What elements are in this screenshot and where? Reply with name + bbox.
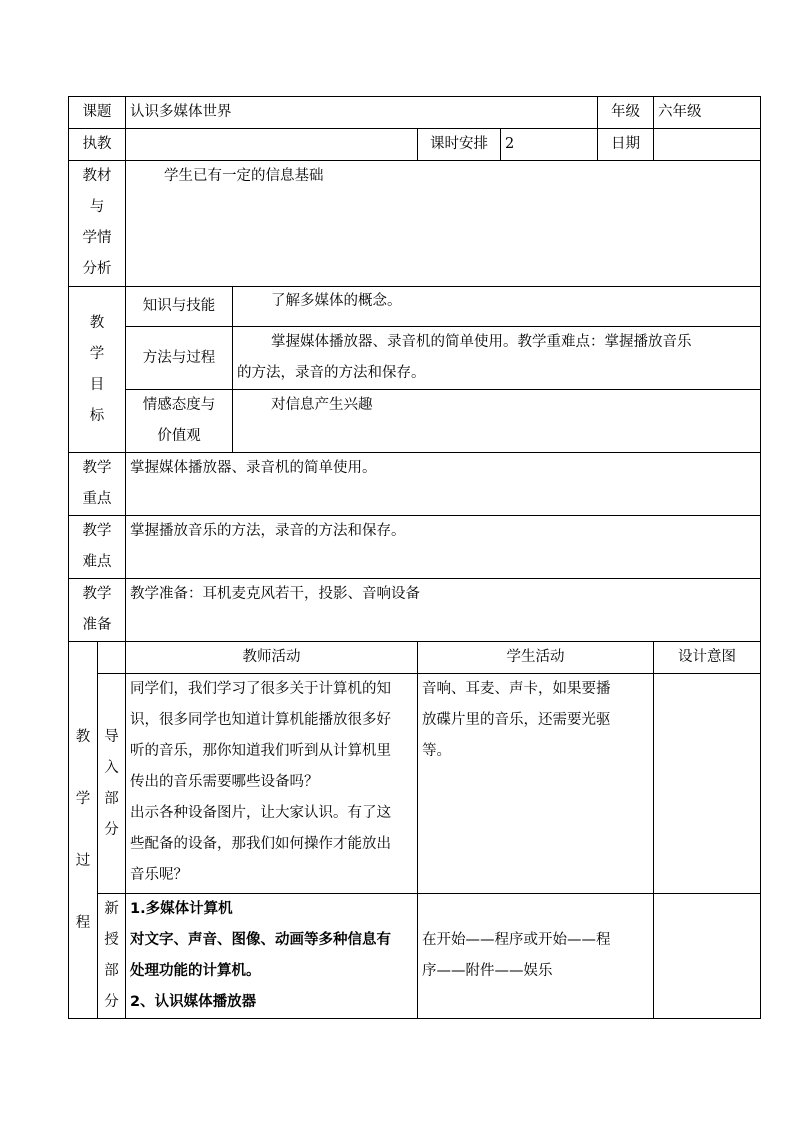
new-teacher-line: 处理功能的计算机。 [130,963,261,979]
hours-value: 2 [501,129,598,161]
teacher-row [69,129,761,161]
analysis-text: 学生已有一定的信息基础 [126,161,761,287]
intro-label-line: 分 [104,821,119,838]
preparation-label [69,579,126,642]
goal-knowledge-row [69,287,761,327]
analysis-row [69,161,761,287]
process-label-line: 教 [75,729,91,745]
key-points-label-line: 教学 [82,460,112,476]
process-label [69,642,98,1019]
goal-attitude-name-line: 价值观 [157,428,201,444]
new-teacher-line: 对文字、声音、图像、动画等多种信息有 [130,932,391,948]
new-student-line: 在开始——程序或开始——程 [422,932,611,948]
goal-knowledge-text: 了解多媒体的概念。 [233,287,761,327]
difficulties-row [69,516,761,579]
difficulties-text: 掌握播放音乐的方法，录音的方法和保存。 [126,516,761,579]
intro-teacher-line: 识，很多同学也知道计算机能播放很多好 [130,712,391,728]
goals-label-line: 学 [89,345,105,362]
key-points-label [69,453,126,516]
new-label-line: 新 [104,901,119,917]
date-value [654,129,761,161]
intro-teacher-line: 听的音乐，那你知道我们听到从计算机里 [130,743,391,759]
intro-teacher-line: 音乐呢？ [130,867,188,883]
intro-label-line: 入 [104,759,119,776]
intro-teacher-line: 出示各种设备图片，让大家认识。有了这 [130,805,391,821]
new-teacher-activity [126,894,418,1019]
key-points-label-line: 重点 [82,491,112,507]
goal-method-row [69,327,761,390]
new-teacher-line: 1.多媒体计算机 [130,901,233,917]
preparation-row [69,579,761,642]
teacher-label: 执教 [69,129,126,161]
goal-attitude-name [126,390,233,453]
process-header-row [69,642,761,674]
topic-value: 认识多媒体世界 [126,97,598,129]
goal-method-line: 掌握媒体播放器、录音机的简单使用。教学重难点：掌握播放音乐 [271,334,692,350]
goal-method-name: 方法与过程 [126,327,233,390]
goal-method-line: 的方法，录音的方法和保存。 [237,365,426,381]
new-student-activity [418,894,654,1019]
intro-design-intent [654,674,761,894]
difficulties-label-line: 教学 [82,523,112,539]
new-section-label [98,894,126,1019]
intro-teacher-activity [126,674,418,894]
goals-label [69,287,126,453]
new-design-intent [654,894,761,1019]
difficulties-label-line: 难点 [82,554,112,570]
new-student-line [422,894,649,925]
preparation-text: 教学准备：耳机麦克风若干，投影、音响设备 [126,579,761,642]
intro-label-line: 部 [104,790,119,807]
goal-method-text [233,327,761,390]
grade-value: 六年级 [654,97,761,129]
analysis-label-line: 分析 [82,261,112,277]
new-label-line: 分 [104,994,119,1010]
new-label-line: 授 [104,932,119,948]
date-label: 日期 [598,129,654,161]
intro-teacher-line: 同学们，我们学习了很多关于计算机的知 [130,681,391,697]
new-label-line: 部 [104,963,119,979]
goal-knowledge-name: 知识与技能 [126,287,233,327]
new-student-line: 序——附件——娱乐 [422,963,553,979]
teacher-activity-header: 教师活动 [126,642,418,674]
difficulties-label [69,516,126,579]
grade-label: 年级 [598,97,654,129]
intro-student-line: 放碟片里的音乐，还需要光驱 [422,712,611,728]
goals-label-line: 教 [89,314,105,331]
teacher-value [126,129,418,161]
hours-label: 课时安排 [418,129,501,161]
analysis-label-line: 教材 [82,168,112,184]
student-activity-header: 学生活动 [418,642,654,674]
preparation-label-line: 准备 [82,617,112,633]
intro-label-line: 导 [104,728,119,745]
process-label-line: 学 [75,791,91,807]
topic-label: 课题 [69,97,126,129]
intro-student-line: 音响、耳麦、声卡，如果要播 [422,681,611,697]
process-intro-row [69,674,761,894]
new-teacher-line: 2、认识媒体播放器 [130,994,257,1010]
design-intent-header: 设计意图 [654,642,761,674]
goals-label-line: 目 [89,376,105,393]
process-label-line: 过 [75,853,91,869]
key-points-text: 掌握媒体播放器、录音机的简单使用。 [126,453,761,516]
key-points-row [69,453,761,516]
intro-teacher-line: 传出的音乐需要哪些设备吗？ [130,774,319,790]
lesson-plan-table [68,96,761,1019]
analysis-label-line: 学情 [82,230,112,246]
goals-label-line: 标 [89,407,105,424]
analysis-label [69,161,126,287]
goal-attitude-row [69,390,761,453]
goal-attitude-name-line: 情感态度与 [142,397,216,413]
intro-student-line: 等。 [422,743,451,759]
intro-teacher-line: 些配备的设备，那我们如何操作才能放出 [130,836,391,852]
goal-attitude-text: 对信息产生兴趣 [233,390,761,453]
process-label-line: 程 [75,915,91,931]
analysis-label-line: 与 [89,199,105,215]
intro-section-label [98,674,126,894]
preparation-label-line: 教学 [82,586,112,602]
process-header-blank [98,642,126,674]
process-new-row [69,894,761,1019]
intro-student-activity [418,674,654,894]
topic-row [69,97,761,129]
